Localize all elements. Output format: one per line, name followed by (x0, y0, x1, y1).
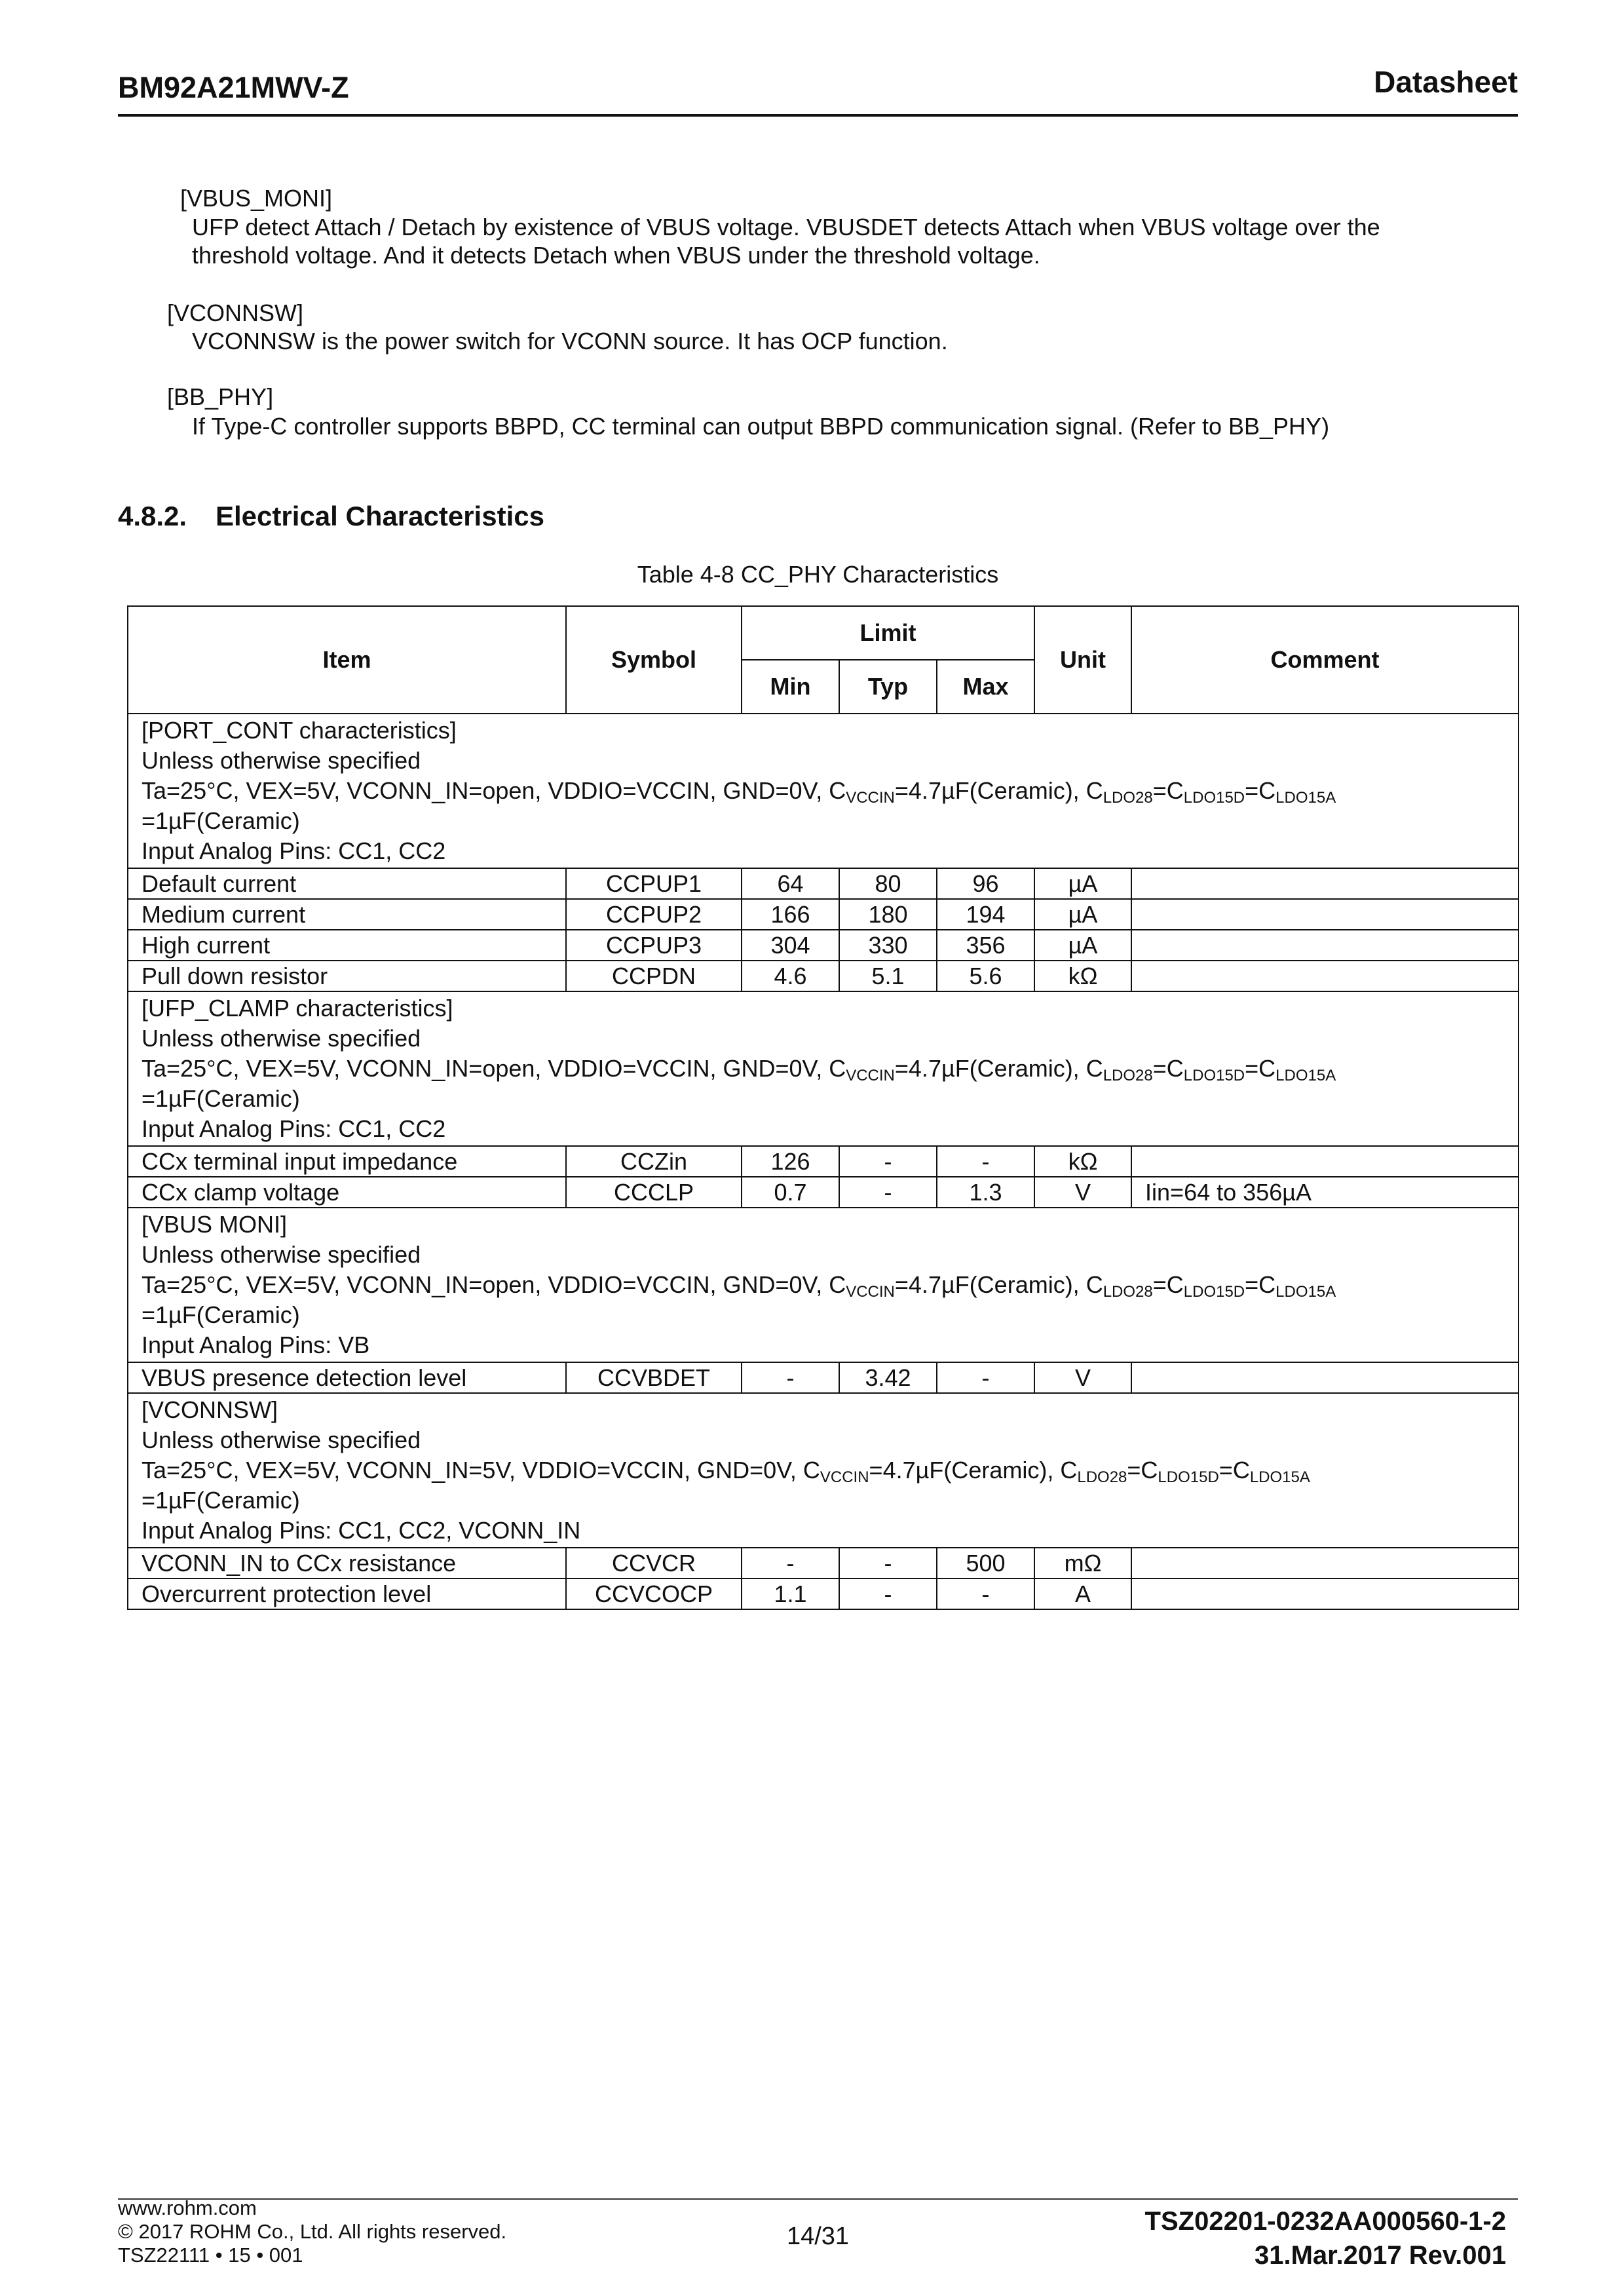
cell-min: 166 (742, 899, 839, 930)
condition-text: =C (1245, 1271, 1276, 1298)
cell-min: 64 (742, 868, 839, 899)
table-row (128, 899, 1519, 930)
cell-typ: 80 (839, 868, 937, 899)
page-number: 14/31 (786, 2223, 850, 2250)
cell-symbol: CCCLP (566, 1177, 742, 1208)
cell-item: Default current (128, 868, 566, 899)
cell-unit: mΩ (1034, 1548, 1131, 1578)
condition-text: =C (1152, 1271, 1184, 1298)
subscript: LDO15D (1183, 789, 1245, 807)
cell-comment (1131, 930, 1519, 961)
condition-line-2: =1µF(Ceramic) (142, 1085, 300, 1112)
condition-text: Ta=25°C, VEX=5V, VCONN_IN=open, VDDIO=VCCIN, GND=0V, C (142, 777, 846, 804)
header-min: Min (742, 660, 839, 714)
subscript: LDO15D (1183, 1067, 1245, 1084)
copyright: © 2017 ROHM Co., Ltd. All rights reserved. (118, 2220, 507, 2243)
cell-symbol: CCPUP3 (566, 930, 742, 961)
cell-comment (1131, 868, 1519, 899)
condition-line-2: =1µF(Ceramic) (142, 807, 300, 834)
header-comment: Comment (1131, 606, 1519, 714)
table-row (128, 961, 1519, 991)
condition-line-2: =1µF(Ceramic) (142, 1301, 300, 1328)
condition-text: Ta=25°C, VEX=5V, VCONN_IN=open, VDDIO=VCCIN, GND=0V, C (142, 1271, 846, 1298)
condition-text: =C (1152, 1055, 1184, 1082)
cell-typ: 3.42 (839, 1362, 937, 1393)
cell-unit: kΩ (1034, 961, 1131, 991)
subscript: LDO28 (1077, 1468, 1127, 1486)
group-title: [VBUS MONI] (142, 1211, 288, 1238)
condition-line (142, 776, 1505, 806)
condition-row (128, 1208, 1519, 1362)
header-max: Max (937, 660, 1034, 714)
condition-line (142, 1455, 1505, 1485)
cell-min: 304 (742, 930, 839, 961)
cell-item: Pull down resistor (128, 961, 566, 991)
input-pins: Input Analog Pins: CC1, CC2 (142, 1115, 446, 1142)
subscript: LDO28 (1103, 1283, 1153, 1301)
subscript: LDO28 (1103, 1067, 1153, 1084)
cell-typ: - (839, 1146, 937, 1177)
condition-cell (128, 714, 1519, 868)
block-title-bb-phy: [BB_PHY] (167, 383, 274, 410)
cell-typ: 180 (839, 899, 937, 930)
condition-cell (128, 1393, 1519, 1548)
condition-cell (128, 1208, 1519, 1362)
condition-unless: Unless otherwise specified (142, 1426, 421, 1453)
cell-comment (1131, 1362, 1519, 1393)
block-title-vbus-moni: [VBUS_MONI] (180, 185, 333, 212)
section-number: 4.8.2. (118, 501, 187, 531)
group-title: [UFP_CLAMP characteristics] (142, 995, 453, 1022)
condition-unless: Unless otherwise specified (142, 747, 421, 774)
cell-comment (1131, 1146, 1519, 1177)
table-row (128, 1177, 1519, 1208)
group-title: [VCONNSW] (142, 1396, 278, 1423)
table-row (128, 1578, 1519, 1609)
cell-item: Medium current (128, 899, 566, 930)
subscript: VCCIN (846, 1067, 895, 1084)
cell-comment (1131, 899, 1519, 930)
header-unit: Unit (1034, 606, 1131, 714)
subscript: LDO15A (1275, 789, 1336, 807)
cell-max: 5.6 (937, 961, 1034, 991)
doc-number: TSZ02201-0232AA000560-1-2 (1144, 2207, 1506, 2236)
table-row (128, 930, 1519, 961)
website: www.rohm.com (118, 2196, 257, 2219)
cell-symbol: CCPUP2 (566, 899, 742, 930)
cell-max: - (937, 1578, 1034, 1609)
part-number: BM92A21MWV-Z (118, 71, 349, 104)
condition-text: =C (1152, 777, 1184, 804)
cell-symbol: CCZin (566, 1146, 742, 1177)
cell-item: Overcurrent protection level (128, 1578, 566, 1609)
cell-item: VBUS presence detection level (128, 1362, 566, 1393)
cell-max: 96 (937, 868, 1034, 899)
subscript: VCCIN (846, 1283, 895, 1301)
cell-max: 194 (937, 899, 1034, 930)
cell-typ: - (839, 1578, 937, 1609)
cell-comment (1131, 1578, 1519, 1609)
condition-text: =C (1127, 1457, 1158, 1483)
cell-max: - (937, 1362, 1034, 1393)
doc-type: Datasheet (1374, 65, 1518, 99)
cell-min: 1.1 (742, 1578, 839, 1609)
cell-typ: 330 (839, 930, 937, 961)
subscript: LDO15A (1249, 1468, 1310, 1486)
cell-typ: - (839, 1177, 937, 1208)
cell-symbol: CCVCOCP (566, 1578, 742, 1609)
subscript: LDO28 (1103, 789, 1153, 807)
table-row (128, 1548, 1519, 1578)
cell-max: 500 (937, 1548, 1034, 1578)
subscript: LDO15A (1275, 1283, 1336, 1301)
condition-text: Ta=25°C, VEX=5V, VCONN_IN=5V, VDDIO=VCCIN, GND=0V, C (142, 1457, 820, 1483)
block-text: threshold voltage. And it detects Detach when VBUS under the threshold voltage. (192, 242, 1040, 269)
condition-line (142, 1270, 1505, 1300)
cell-unit: µA (1034, 868, 1131, 899)
condition-row (128, 991, 1519, 1146)
cell-min: 0.7 (742, 1177, 839, 1208)
condition-text: =4.7µF(Ceramic), C (894, 1271, 1103, 1298)
condition-text: =4.7µF(Ceramic), C (869, 1457, 1078, 1483)
subscript: LDO15A (1275, 1067, 1336, 1084)
condition-line-2: =1µF(Ceramic) (142, 1487, 300, 1514)
cell-min: - (742, 1548, 839, 1578)
block-text: VCONNSW is the power switch for VCONN source. It has OCP function. (192, 328, 948, 354)
cell-comment (1131, 1548, 1519, 1578)
cell-unit: V (1034, 1177, 1131, 1208)
block-text: If Type-C controller supports BBPD, CC terminal can output BBPD communication signal. (Refer to BB_PHY) (192, 413, 1330, 440)
condition-row (128, 1393, 1519, 1548)
condition-row (128, 714, 1519, 868)
table-row (128, 1362, 1519, 1393)
subscript: LDO15D (1158, 1468, 1219, 1486)
condition-unless: Unless otherwise specified (142, 1025, 421, 1052)
table-row (128, 868, 1519, 899)
cell-symbol: CCPUP1 (566, 868, 742, 899)
section-title: Electrical Characteristics (216, 501, 544, 531)
table-row (128, 1146, 1519, 1177)
date-revision: 31.Mar.2017 Rev.001 (1254, 2241, 1506, 2270)
header-item: Item (128, 606, 566, 714)
block-text: UFP detect Attach / Detach by existence of VBUS voltage. VBUSDET detects Attach when VBUS voltage over the (192, 214, 1380, 240)
group-title: [PORT_CONT characteristics] (142, 717, 457, 744)
cell-min: - (742, 1362, 839, 1393)
cell-symbol: CCVBDET (566, 1362, 742, 1393)
table-caption: Table 4-8 CC_PHY Characteristics (637, 561, 999, 588)
cell-item: CCx clamp voltage (128, 1177, 566, 1208)
cell-max: 356 (937, 930, 1034, 961)
subscript: VCCIN (820, 1468, 869, 1486)
condition-text: =4.7µF(Ceramic), C (894, 1055, 1103, 1082)
condition-text: =C (1218, 1457, 1250, 1483)
condition-unless: Unless otherwise specified (142, 1241, 421, 1268)
cell-min: 126 (742, 1146, 839, 1177)
condition-text: Ta=25°C, VEX=5V, VCONN_IN=open, VDDIO=VCCIN, GND=0V, C (142, 1055, 846, 1082)
header-rule (118, 114, 1518, 117)
characteristics-table (127, 605, 1519, 1610)
cell-max: 1.3 (937, 1177, 1034, 1208)
header-typ: Typ (839, 660, 937, 714)
cell-unit: µA (1034, 899, 1131, 930)
cell-item: VCONN_IN to CCx resistance (128, 1548, 566, 1578)
condition-line (142, 1054, 1505, 1084)
condition-text: =C (1245, 1055, 1276, 1082)
condition-cell (128, 991, 1519, 1146)
cell-item: CCx terminal input impedance (128, 1146, 566, 1177)
cell-comment (1131, 961, 1519, 991)
cell-min: 4.6 (742, 961, 839, 991)
cell-unit: V (1034, 1362, 1131, 1393)
subscript: VCCIN (846, 789, 895, 807)
cell-unit: kΩ (1034, 1146, 1131, 1177)
header-limit: Limit (742, 606, 1034, 660)
input-pins: Input Analog Pins: CC1, CC2, VCONN_IN (142, 1517, 581, 1544)
cell-typ: - (839, 1548, 937, 1578)
cell-symbol: CCPDN (566, 961, 742, 991)
input-pins: Input Analog Pins: VB (142, 1331, 370, 1358)
condition-text: =4.7µF(Ceramic), C (894, 777, 1103, 804)
cell-unit: A (1034, 1578, 1131, 1609)
cell-comment: Iin=64 to 356µA (1131, 1177, 1519, 1208)
cell-item: High current (128, 930, 566, 961)
cell-unit: µA (1034, 930, 1131, 961)
condition-text: =C (1245, 777, 1276, 804)
header-symbol: Symbol (566, 606, 742, 714)
cell-max: - (937, 1146, 1034, 1177)
cell-symbol: CCVCR (566, 1548, 742, 1578)
footer-right (1145, 2204, 1506, 2272)
cell-typ: 5.1 (839, 961, 937, 991)
input-pins: Input Analog Pins: CC1, CC2 (142, 837, 446, 864)
subscript: LDO15D (1183, 1283, 1245, 1301)
block-title-vconnsw: [VCONNSW] (167, 299, 304, 326)
form-code: TSZ22111 • 15 • 001 (118, 2244, 303, 2267)
